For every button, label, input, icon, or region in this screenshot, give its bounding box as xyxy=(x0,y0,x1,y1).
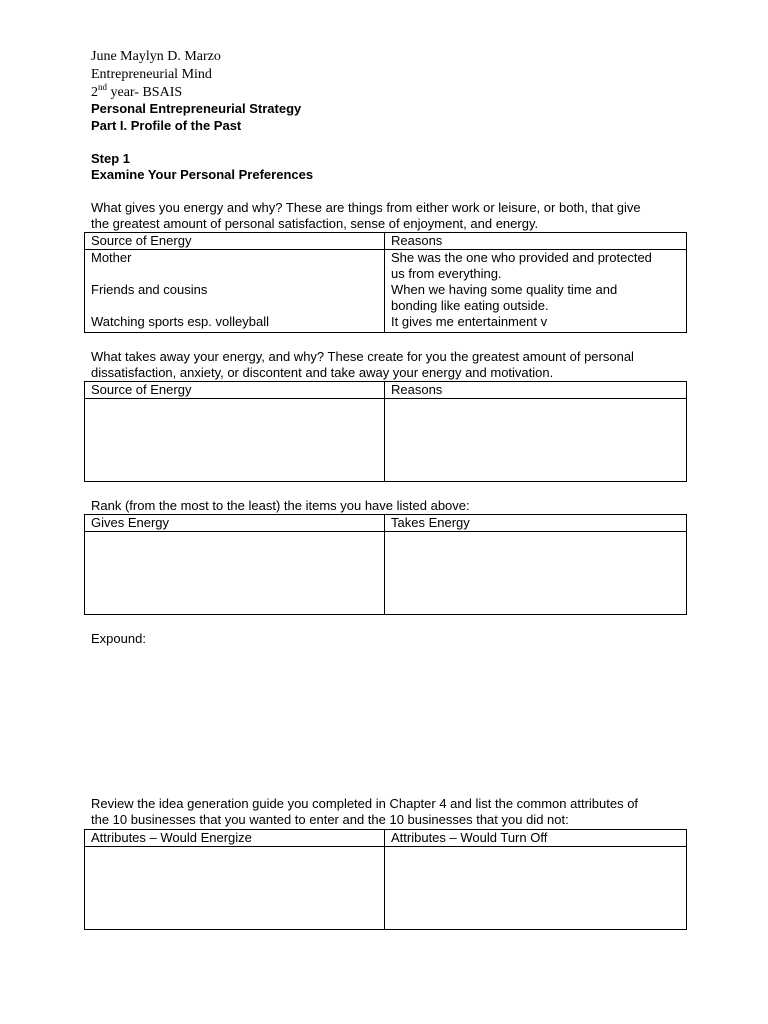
table-header-row xyxy=(85,515,687,532)
source-cell[interactable] xyxy=(85,399,385,482)
reasons-cell[interactable] xyxy=(385,250,687,333)
table-body-row xyxy=(85,847,687,930)
turn-off-cell[interactable] xyxy=(385,847,687,930)
takes-energy-cell[interactable] xyxy=(385,532,687,615)
reason-line: She was the one who provided and protected xyxy=(391,250,652,265)
student-name: June Maylyn D. Marzo xyxy=(91,49,221,64)
reason-line: us from everything. xyxy=(391,266,502,281)
reason-line: When we having some quality time and xyxy=(391,282,618,297)
table-header-row xyxy=(85,233,687,250)
column-header-reasons: Reasons xyxy=(385,382,687,399)
column-header-takes: Takes Energy xyxy=(385,515,687,532)
course-name: Entrepreneurial Mind xyxy=(91,67,212,82)
table-body-row xyxy=(85,532,687,615)
year-program: year- BSAIS xyxy=(107,85,183,100)
column-header-reasons: Reasons xyxy=(385,233,687,250)
source-item: Mother xyxy=(91,250,132,265)
energy-sources-table xyxy=(84,232,687,333)
column-header-gives: Gives Energy xyxy=(85,515,385,532)
q4-prompt-line1: Review the idea generation guide you completed in Chapter 4 and list the common attributes of xyxy=(91,796,639,811)
spacer xyxy=(91,298,378,314)
q2-prompt-line1: What takes away your energy, and why? These create for you the greatest amount of personal xyxy=(91,349,634,364)
q1-prompt-line2: the greatest amount of personal satisfaction, sense of enjoyment, and energy. xyxy=(91,216,539,231)
expound-label: Expound: xyxy=(91,631,146,646)
source-item: Watching sports esp. volleyball xyxy=(91,314,269,329)
source-cell[interactable] xyxy=(85,250,385,333)
q3-prompt: Rank (from the most to the least) the items you have listed above: xyxy=(91,498,470,513)
q2-prompt-line2: dissatisfaction, anxiety, or discontent and take away your energy and motivation. xyxy=(91,365,554,380)
ranking-table xyxy=(84,514,687,615)
year-level xyxy=(91,84,182,101)
energize-cell[interactable] xyxy=(85,847,385,930)
table-body-row xyxy=(85,250,687,333)
column-header-source: Source of Energy xyxy=(85,382,385,399)
column-header-source: Source of Energy xyxy=(85,233,385,250)
spacer xyxy=(91,266,378,282)
column-header-energize: Attributes – Would Energize xyxy=(85,830,385,847)
column-header-turn-off: Attributes – Would Turn Off xyxy=(385,830,687,847)
gives-energy-cell[interactable] xyxy=(85,532,385,615)
year-suffix: nd xyxy=(98,82,107,92)
document-title: Personal Entrepreneurial Strategy xyxy=(91,101,302,116)
year-number: 2 xyxy=(91,85,98,100)
step-title: Examine Your Personal Preferences xyxy=(91,167,314,182)
part-title: Part I. Profile of the Past xyxy=(91,118,242,133)
table-body-row xyxy=(85,399,687,482)
q4-prompt-line2: the 10 businesses that you wanted to enter and the 10 businesses that you did not: xyxy=(91,812,569,827)
step-label: Step 1 xyxy=(91,151,131,166)
reason-line: It gives me entertainment v xyxy=(391,314,548,329)
q1-prompt-line1: What gives you energy and why? These are things from either work or leisure, or both, that give xyxy=(91,200,641,215)
source-item: Friends and cousins xyxy=(91,282,208,297)
reason-line: bonding like eating outside. xyxy=(391,298,549,313)
table-header-row xyxy=(85,830,687,847)
attributes-table xyxy=(84,829,687,930)
energy-drains-table xyxy=(84,381,687,482)
table-header-row xyxy=(85,382,687,399)
reasons-cell[interactable] xyxy=(385,399,687,482)
